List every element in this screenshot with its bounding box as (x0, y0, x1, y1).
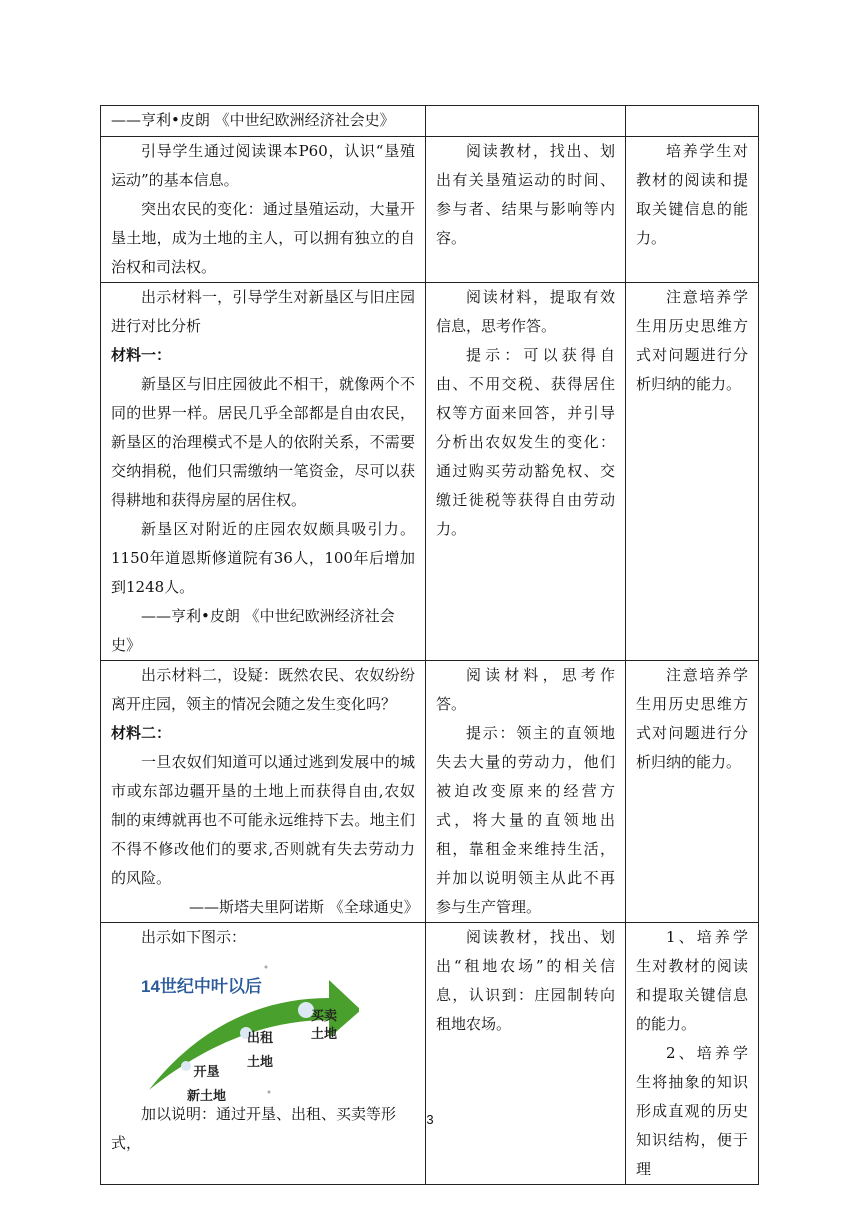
paragraph: 加以说明：通过开垦、出租、买卖等形式， (111, 1105, 397, 1152)
paragraph: 阅读材料，思考作答。 (436, 666, 615, 713)
teacher-activity-cell (101, 923, 426, 1185)
paragraph: 出示材料一，引导学生对新垦区与旧庄园进行对比分析 (111, 288, 415, 335)
teacher-activity-cell (101, 661, 426, 923)
label-line: 新土地 (187, 1089, 227, 1104)
table-row (101, 137, 759, 283)
design-intent-cell (626, 923, 759, 1185)
dot-icon (268, 1091, 271, 1094)
label-line: 出租 (247, 1031, 274, 1046)
paragraph: 注意培养学生用历史思维方式对问题进行分析归纳的能力。 (636, 666, 748, 771)
student-activity-cell (426, 106, 626, 137)
material-text: 新垦区对附近的庄园农奴颇具吸引力。1150年道恩斯修道院有36人，100年后增加到1248人。 (111, 520, 415, 596)
teacher-activity-cell (101, 106, 426, 137)
paragraph: 阅读教材，找出、划出“租地农场”的相关信息，认识到：庄园制转向租地农场。 (436, 928, 615, 1033)
label-line: 土地 (247, 1055, 274, 1070)
label-line: 开垦 (193, 1065, 220, 1080)
dot-icon (265, 966, 268, 969)
table-row (101, 106, 759, 137)
student-activity-cell (426, 283, 626, 661)
design-intent-cell (626, 137, 759, 283)
student-activity-cell (426, 137, 626, 283)
paragraph: 2、培养学生将抽象的知识形成直观的历史知识结构，便于理 (636, 1044, 748, 1178)
table-row (101, 923, 759, 1185)
source-citation: ——亨利•皮朗 《中世纪欧洲经济社会史》 (111, 607, 395, 654)
paragraph: 出示如下图示： (141, 928, 247, 946)
student-activity-cell (426, 923, 626, 1185)
paragraph: 1、培养学生对教材的阅读和提取关键信息的能力。 (636, 928, 748, 1033)
paragraph: 出示材料二，设疑：既然农民、农奴纷纷离开庄园，领主的情况会随之发生变化吗？ (111, 666, 415, 713)
design-intent-cell (626, 106, 759, 137)
design-intent-cell (626, 283, 759, 661)
material-heading: 材料一： (111, 346, 172, 364)
paragraph: 突出农民的变化：通过垦殖运动，大量开垦土地，成为土地的主人，可以拥有独立的自治权和司法权。 (111, 200, 415, 276)
diagram-label-trade (311, 1008, 337, 1044)
page-number: 3 (426, 1112, 434, 1127)
paragraph: 培养学生对教材的阅读和提取关键信息的能力。 (636, 142, 748, 247)
land-transfer-diagram (129, 958, 359, 1104)
teacher-activity-cell (101, 137, 426, 283)
lesson-plan-table (100, 105, 759, 1185)
paragraph: 阅读教材，找出、划出有关垦殖运动的时间、参与者、结果与影响等内容。 (436, 142, 615, 247)
diagram-label-reclaim (187, 1064, 226, 1106)
material-heading: 材料二： (111, 724, 172, 742)
paragraph: 注意培养学生用历史思维方式对问题进行分析归纳的能力。 (636, 288, 748, 393)
paragraph: 阅读材料，提取有效信息，思考作答。 (436, 288, 615, 335)
table-row (101, 661, 759, 923)
paragraph: 引导学生通过阅读课本P60，认识“垦殖运动”的基本信息。 (111, 142, 415, 189)
teacher-activity-cell (101, 283, 426, 661)
source-citation: ——亨利•皮朗 《中世纪欧洲经济社会史》 (111, 111, 395, 129)
paragraph: 提示：可以获得自由、不用交税、获得居住权等方面来回答，并引导分析出农奴发生的变化：通过购买劳动豁免权、交缴迁徙税等获得自由劳动力。 (436, 346, 615, 538)
label-line: 买卖 (311, 1009, 338, 1024)
student-activity-cell (426, 661, 626, 923)
design-intent-cell (626, 661, 759, 923)
diagram-label-lease (247, 1030, 273, 1072)
material-text: 新垦区与旧庄园彼此不相干，就像两个不同的世界一样。居民几乎全部都是自由农民，新垦区的治理模式不是人的依附关系，不需要交纳捐税，他们只需缴纳一笔资金，尽可以获得耕地和获得房屋的居住权。 (111, 375, 415, 509)
paragraph: 提示：领主的直领地失去大量的劳动力，他们被迫改变原来的经营方式，将大量的直领地出租，靠租金来维持生活，并加以说明领主从此不再参与生产管理。 (436, 724, 615, 916)
source-citation: ——斯塔夫里阿诺斯 《全球通史》 (189, 898, 419, 916)
label-line: 土地 (311, 1027, 338, 1042)
diagram-title: 14世纪中叶以后 (141, 977, 262, 996)
table-row (101, 283, 759, 661)
material-text: 一旦农奴们知道可以通过逃到发展中的城市或东部边疆开垦的土地上而获得自由,农奴制的束缚就再也不可能永远维持下去。地主们不得不修改他们的要求,否则就有失去劳动力的风险。 (111, 753, 415, 887)
